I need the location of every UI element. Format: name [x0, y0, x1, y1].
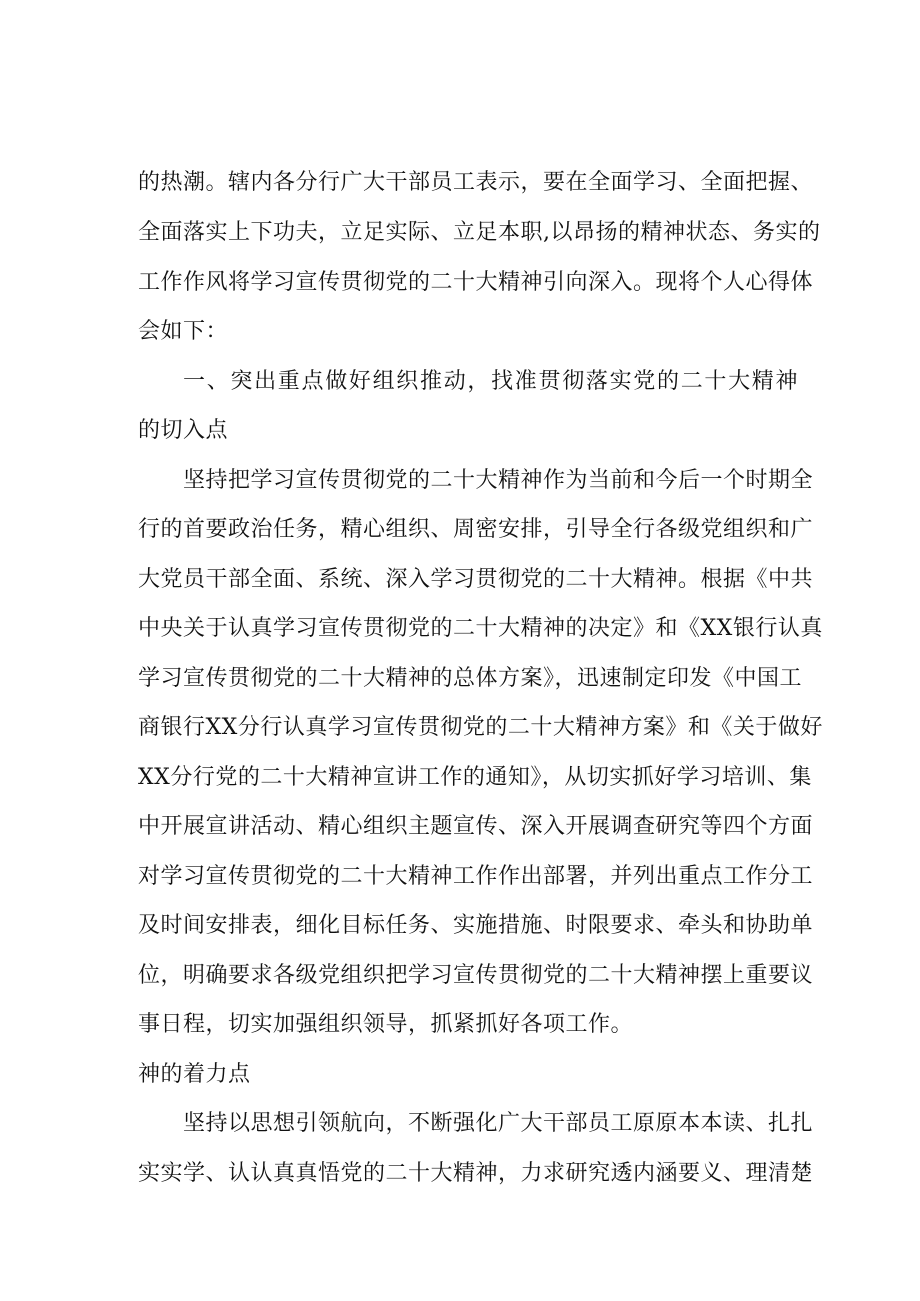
- section-heading-1-line-1: 一、突出重点做好组织推动，找准贯彻落实党的二十大精神: [183, 369, 798, 394]
- section-heading-1-line-2: 的切入点: [138, 418, 229, 443]
- text-line-7: 坚持把学习宣传贯彻党的二十大精神作为当前和今后一个时期全: [183, 468, 814, 493]
- text-line-1: 的热潮。辖内各分行广大干部员工表示，要在全面学习、全面把握、: [138, 170, 814, 195]
- text-line-2: 全面落实上下功夫，立足实际、立足本职,以昂扬的精神状态、务实的: [138, 220, 821, 245]
- text-line-20: 坚持以思想引领航向，不断强化广大干部员工原原本本读、扎扎: [183, 1111, 814, 1136]
- text-line-10: 中央关于认真学习宣传贯彻党的二十大精神的决定》和《XX银行认真: [138, 616, 823, 641]
- text-line-3: 工作作风将学习宣传贯彻党的二十大精神引向深入。现将个人心得体: [138, 270, 814, 295]
- text-line-18: 事日程，切实加强组织领导，抓紧抓好各项工作。: [138, 1012, 634, 1037]
- text-line-13: XX分行党的二十大精神宣讲工作的通知》，从切实抓好学习培训、集: [138, 765, 812, 790]
- text-line-9: 大党员干部全面、系统、深入学习贯彻党的二十大精神。根据《中共: [138, 567, 814, 592]
- text-line-11: 学习宣传贯彻党的二十大精神的总体方案》，迅速制定印发《中国工: [138, 666, 803, 691]
- text-line-17: 位，明确要求各级党组织把学习宣传贯彻党的二十大精神摆上重要议: [138, 963, 814, 988]
- text-line-14: 中开展宣讲活动、精心组织主题宣传、深入开展调查研究等四个方面: [138, 814, 814, 839]
- text-line-12: 商银行XX分行认真学习宣传贯彻党的二十大精神方案》和《关于做好: [138, 715, 823, 740]
- text-line-16: 及时间安排表，细化目标任务、实施措施、时限要求、牵头和协助单: [138, 913, 814, 938]
- text-line-8: 行的首要政治任务，精心组织、周密安排，引导全行各级党组织和广: [138, 517, 814, 542]
- text-line-15: 对学习宣传贯彻党的二十大精神工作作出部署，并列出重点工作分工: [138, 864, 814, 889]
- text-line-4: 会如下：: [138, 319, 229, 344]
- section-heading-2-fragment: 神的着力点: [138, 1062, 251, 1087]
- text-line-21: 实实学、认认真真悟党的二十大精神，力求研究透内涵要义、理清楚: [138, 1161, 814, 1186]
